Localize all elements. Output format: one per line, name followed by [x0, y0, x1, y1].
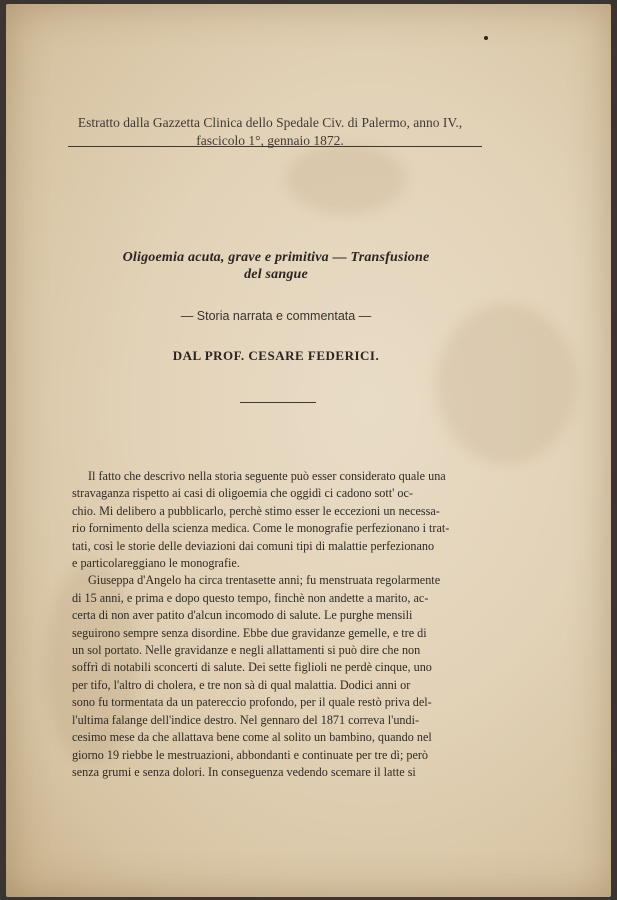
- body-line: seguirono sempre senza disordine. Ebbe due gravidanze gemelle, e tre di: [72, 625, 427, 640]
- body-line: un sol portato. Nelle gravidanze e negli allattamenti si può dire che non: [72, 643, 421, 658]
- body-line: rio fornimento della scienza medica. Come le monografie perfezionano i trat-: [72, 521, 450, 536]
- title-line-2: del sangue: [244, 267, 308, 282]
- body-line: sono fu tormentata da un patereccio profondo, per il quale restò priva del-: [72, 695, 432, 710]
- paper-stain: [436, 304, 576, 464]
- body-line: per tifo, l'altro di cholera, e tre non sà di qual malattia. Dodici anni or: [72, 677, 411, 692]
- header-divider: [68, 146, 482, 147]
- body-line: soffrì di notabili sconcerti di salute. Dei sette figlioli ne perdè cinque, uno: [72, 660, 432, 675]
- publication-header: [60, 114, 480, 150]
- body-line: senza grumi e senza dolori. In conseguenza vedendo scemare il latte si: [72, 764, 416, 779]
- paper-stain: [286, 144, 406, 214]
- body-line: certa di non aver patito d'alcun incomodo di salute. Le purghe mensili: [72, 608, 413, 623]
- body-line: l'ultima falange dell'indice destro. Nel gennaro del 1871 correva l'undi-: [72, 712, 420, 727]
- document-page: [6, 4, 611, 897]
- header-line-1: Estratto dalla Gazzetta Clinica dello Spedale Civ. di Palermo, anno IV.,: [77, 115, 463, 130]
- article-body: [72, 468, 490, 781]
- body-line: e particolareggiano le monografie.: [72, 556, 240, 571]
- ink-spot: [484, 36, 488, 40]
- body-line: chio. Mi delibero a pubblicarlo, perchè stimo esser le eccezioni un necessa-: [72, 503, 440, 518]
- body-line: cesimo mese da che allattava bene come al solito un bambino, quando nel: [72, 730, 432, 745]
- body-line: tati, così le storie delle deviazioni dai comuni tipi di malattie perfezionano: [72, 538, 435, 553]
- body-line: giorno 19 riebbe le mestruazioni, abbondanti e continuate per tre dì; però: [72, 747, 429, 762]
- title-divider: [240, 402, 316, 403]
- body-line: di 15 anni, e prima e dopo questo tempo, finchè non andette a marito, ac-: [72, 590, 429, 605]
- body-line: stravaganza rispetto ai casi di oligoemia che oggidì ci cadono sott' oc-: [72, 486, 413, 501]
- article-subtitle: — Storia narrata e commentata —: [180, 309, 372, 323]
- body-line: Giuseppa d'Angelo ha circa trentasette anni; fu menstruata regolarmente: [88, 573, 441, 588]
- header-line-2: fascicolo 1°, gennaio 1872.: [196, 133, 344, 148]
- title-line-1: Oligoemia acuta, grave e primitiva — Transfusione: [122, 250, 430, 265]
- body-line: Il fatto che descrivo nella storia seguente può esser considerato quale una: [88, 469, 446, 483]
- article-title: [66, 249, 486, 283]
- article-author: DAL PROF. CESARE FEDERICI.: [172, 348, 380, 363]
